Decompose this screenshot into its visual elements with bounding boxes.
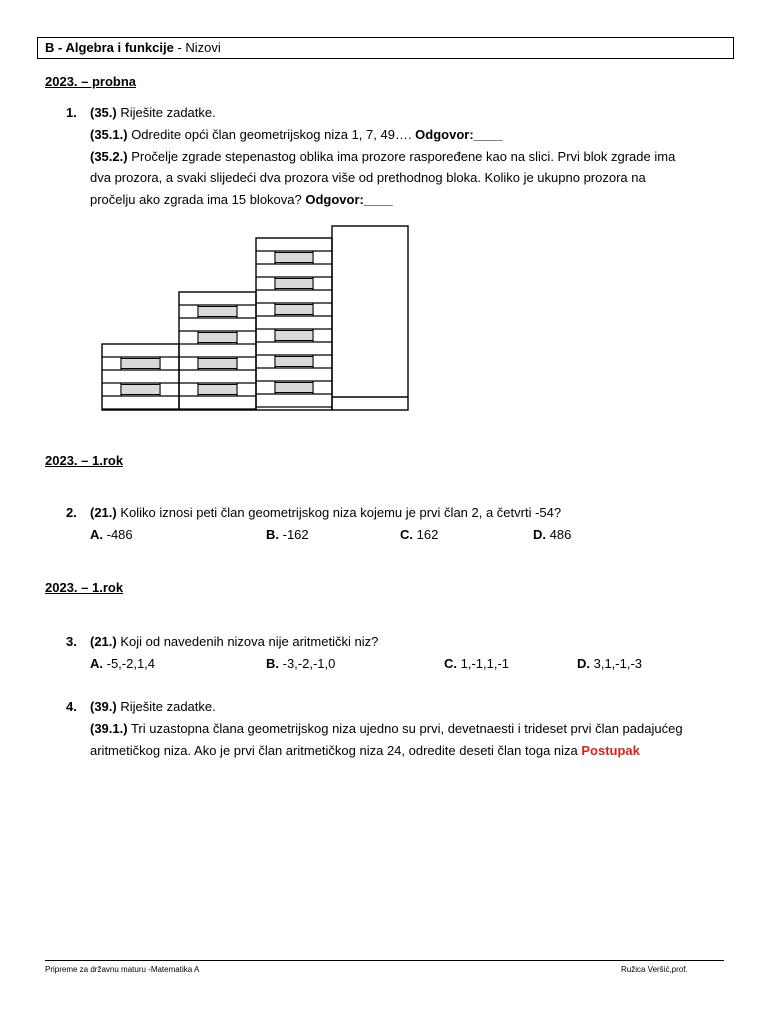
q4-postupak-label: Postupak xyxy=(581,743,640,758)
footer-right: Ružica Veršić,prof. xyxy=(621,965,688,974)
question-number-4: 4. xyxy=(66,699,77,714)
q4-part1-text2: aritmetičkog niza. Ako je prvi član aritmetičkog niza 24, odredite deseti član toga niza xyxy=(90,743,582,758)
q3-option-a xyxy=(90,656,155,671)
window xyxy=(275,305,313,315)
window xyxy=(198,333,237,343)
q1-part2-tag: (35.2.) xyxy=(90,149,128,164)
window xyxy=(198,307,237,317)
header-subtopic: Nizovi xyxy=(185,40,221,55)
header-box xyxy=(37,37,734,59)
q3-option-d xyxy=(577,656,642,671)
section-title-1rok-a: 2023. – 1.rok xyxy=(45,453,124,468)
q3-option-b xyxy=(266,656,335,671)
q2-option-b xyxy=(266,527,309,542)
window xyxy=(121,385,160,395)
stepped-building-figure xyxy=(100,224,410,414)
q3-option-b-letter: B. xyxy=(266,656,279,671)
q3-text xyxy=(90,634,378,649)
q3-option-b-value: -3,-2,-1,0 xyxy=(279,656,336,671)
q2-option-a-letter: A. xyxy=(90,527,103,542)
q3-option-c xyxy=(444,656,509,671)
q2-option-c xyxy=(400,527,438,542)
q2-option-b-value: -162 xyxy=(279,527,309,542)
q4-part1-line2 xyxy=(90,743,640,758)
window xyxy=(275,383,313,393)
window xyxy=(275,253,313,263)
q3-option-a-value: -5,-2,1,4 xyxy=(103,656,156,671)
question-number-3: 3. xyxy=(66,634,77,649)
q3-option-d-value: 3,1,-1,-3 xyxy=(590,656,643,671)
q1-part1-tag: (35.1.) xyxy=(90,127,128,142)
q1-part2-text3: pročelju ako zgrada ima 15 blokova? xyxy=(90,192,306,207)
q1-tag: (35.) xyxy=(90,105,117,120)
q4-tag: (39.) xyxy=(90,699,117,714)
building-tower xyxy=(332,226,408,410)
window xyxy=(275,331,313,341)
q2-option-d-letter: D. xyxy=(533,527,546,542)
q3-option-d-letter: D. xyxy=(577,656,590,671)
question-number-2: 2. xyxy=(66,505,77,520)
section-title-1rok-b: 2023. – 1.rok xyxy=(45,580,124,595)
q4-part1-line1 xyxy=(90,721,683,736)
building-block-1 xyxy=(102,344,179,410)
q1-intro-text: Riješite zadatke. xyxy=(116,105,216,120)
q3-option-a-letter: A. xyxy=(90,656,103,671)
window xyxy=(275,279,313,289)
window xyxy=(198,359,237,369)
q4-part1-text1: Tri uzastopna člana geometrijskog niza ujedno su prvi, devetnaesti i trideset prvi član padajućeg xyxy=(127,721,683,736)
q1-part2-text1: Pročelje zgrade stepenastog oblika ima prozore raspoređene kao na slici. Prvi blok zgrade ima xyxy=(127,149,676,164)
q4-part1-tag: (39.1.) xyxy=(90,721,128,736)
footer-divider xyxy=(45,960,724,961)
q4-intro-text: Riješite zadatke. xyxy=(116,699,216,714)
window xyxy=(121,359,160,369)
header-prefix: B - xyxy=(45,40,66,55)
q1-part1-text: Odredite opći član geometrijskog niza 1, 7, 49…. xyxy=(127,127,416,142)
q1-part2-line2: dva prozora, a svaki slijedeći dva prozora više od prethodnog bloka. Koliko je ukupno prozora na xyxy=(90,170,646,185)
question-number-1: 1. xyxy=(66,105,77,120)
q2-option-c-value: 162 xyxy=(413,527,439,542)
q4-intro xyxy=(90,699,216,714)
q2-option-c-letter: C. xyxy=(400,527,413,542)
q2-option-a-value: -486 xyxy=(103,527,133,542)
q2-option-a xyxy=(90,527,133,542)
q2-tag: (21.) xyxy=(90,505,117,520)
q2-option-d-value: 486 xyxy=(546,527,572,542)
q3-option-c-value: 1,-1,1,-1 xyxy=(457,656,510,671)
q1-part2-line1 xyxy=(90,149,675,164)
q3-tag: (21.) xyxy=(90,634,117,649)
q2-option-d xyxy=(533,527,571,542)
q3-question: Koji od navedenih nizova nije aritmetički niz? xyxy=(116,634,379,649)
q1-intro xyxy=(90,105,216,120)
q3-option-c-letter: C. xyxy=(444,656,457,671)
header-topic: Algebra i funkcije xyxy=(65,40,174,55)
q1-part2-line3 xyxy=(90,192,393,207)
q2-question: Koliko iznosi peti član geometrijskog niza kojemu je prvi član 2, a četvrti -54? xyxy=(116,505,562,520)
window xyxy=(198,385,237,395)
q1-part1 xyxy=(90,127,503,142)
section-title-probna: 2023. – probna xyxy=(45,74,137,89)
header-sep: - xyxy=(173,40,186,55)
q1-part2-answer: Odgovor:____ xyxy=(305,192,393,207)
footer-left: Pripreme za državnu maturu -Matematika A xyxy=(45,965,200,974)
window xyxy=(275,357,313,367)
q1-part1-answer: Odgovor:____ xyxy=(415,127,503,142)
q2-option-b-letter: B. xyxy=(266,527,279,542)
q2-text xyxy=(90,505,561,520)
